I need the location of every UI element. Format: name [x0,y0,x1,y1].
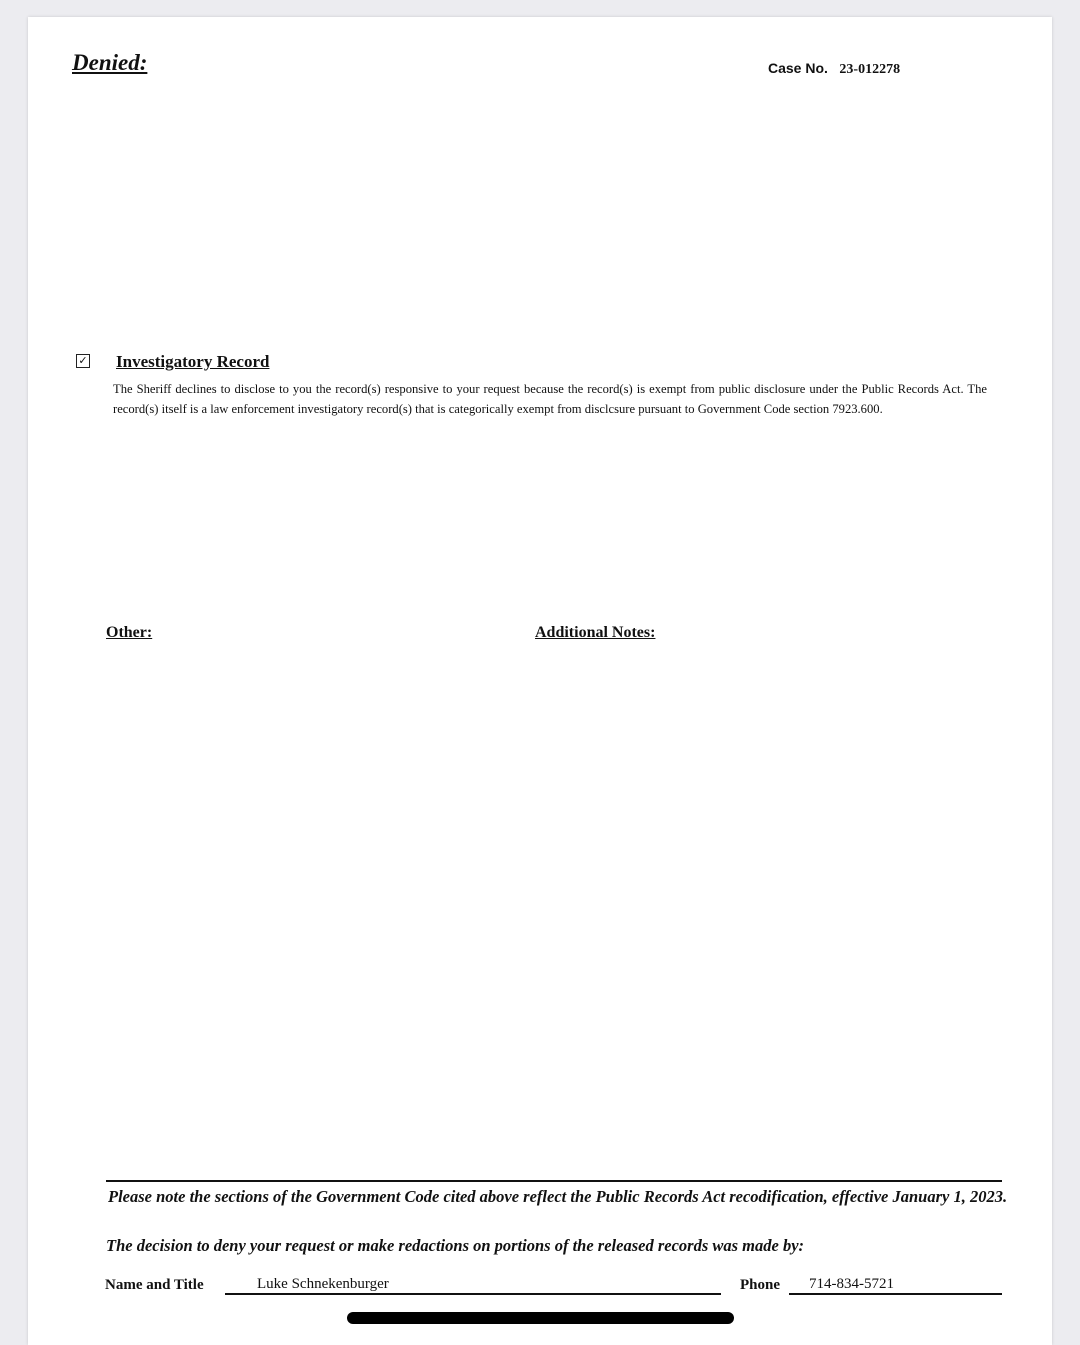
investigatory-record-title: Investigatory Record [116,352,270,371]
name-title-field: Luke Schnekenburger [225,1275,721,1295]
case-number-label: Case No. [768,60,828,76]
additional-notes-heading: Additional Notes: [535,624,656,641]
case-number-block [768,60,900,78]
phone-label: Phone [740,1277,781,1293]
other-heading: Other: [106,624,153,641]
decision-note: The decision to deny your request or make redactions on portions of the released records was made by: [106,1236,805,1255]
name-title-label: Name and Title [105,1277,204,1293]
document-page [28,17,1052,1345]
recodification-note: Please note the sections of the Government Code cited above reflect the Public Records Act recodification, effective January 1, 2023. [108,1187,1008,1206]
investigatory-record-body: The Sheriff declines to disclose to you the record(s) responsive to your request because the record(s) is exempt from public disclosure under the Public Records Act. The record(s) itself is a law enforcement investigatory record(s) that is categorically exempt from disclcsure pursuant to Government Code section 7923.600. [113,382,987,416]
case-number-value: 23-012278 [839,62,901,77]
phone-field: 714-834-5721 [789,1275,1002,1295]
footer-divider [106,1180,1002,1182]
investigatory-record-checkbox[interactable]: ✓ [76,354,90,368]
home-indicator-bar[interactable] [347,1312,734,1324]
denied-heading: Denied: [72,50,148,75]
